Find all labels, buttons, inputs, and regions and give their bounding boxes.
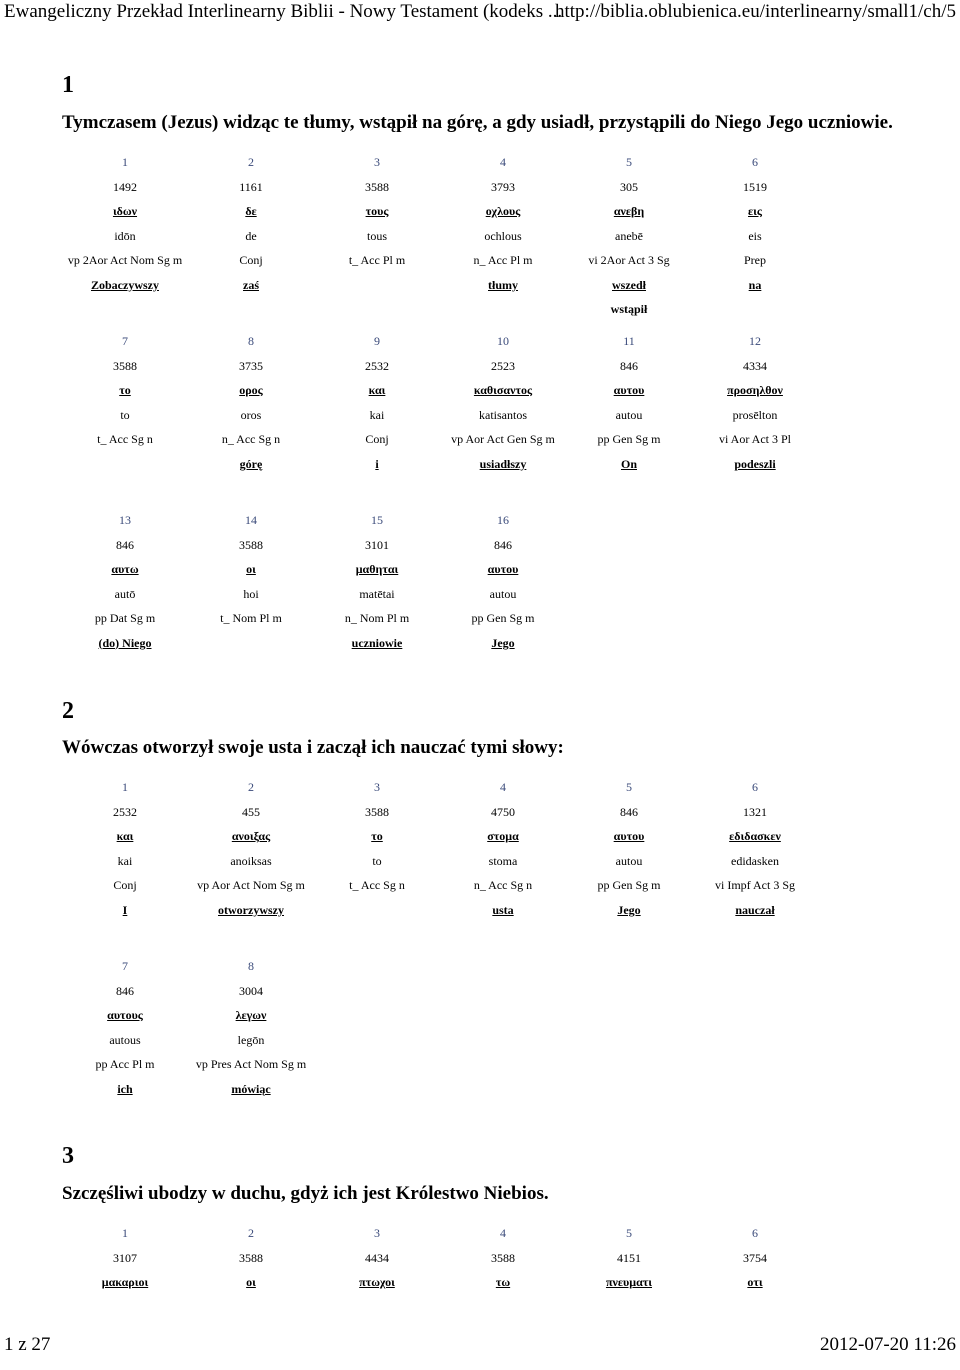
greek-word-link[interactable]: εδιδασκεν (692, 826, 818, 851)
polish-word-link (314, 900, 440, 925)
verse-text: Wówczas otworzył swoje usta i zaczął ich nauczać tymi słowy: (62, 737, 564, 759)
transliteration: prosēlton (692, 405, 818, 430)
strong-number: 846 (440, 535, 566, 560)
morphology: pp Acc Pl m (62, 1054, 188, 1079)
greek-word-link[interactable]: αυτους (62, 1005, 188, 1030)
greek-word-link[interactable]: ανοιξας (188, 826, 314, 851)
word-number: 1 (62, 777, 188, 802)
polish-alt-word: wstąpił (566, 299, 692, 324)
morphology: pp Gen Sg m (440, 608, 566, 633)
transliteration: oros (188, 405, 314, 430)
polish-word-link[interactable]: podeszli (692, 454, 818, 479)
word-number: 14 (188, 510, 314, 535)
word-number: 5 (566, 1223, 692, 1248)
morphology: Prep (692, 250, 818, 275)
transliteration (692, 1297, 818, 1322)
transliteration: anoiksas (188, 851, 314, 876)
interlinear-block (62, 777, 818, 924)
strong-number: 3793 (440, 177, 566, 202)
morphology: n_ Acc Sg n (440, 875, 566, 900)
greek-word-link[interactable]: και (62, 826, 188, 851)
greek-word-link[interactable]: ορος (188, 380, 314, 405)
greek-word-link[interactable]: μαθηται (314, 559, 440, 584)
transliteration: eis (692, 226, 818, 251)
word-number: 5 (566, 152, 692, 177)
print-datetime: 2012-07-20 11:26 (820, 1333, 956, 1357)
strong-number: 3588 (440, 1248, 566, 1273)
strong-number: 2532 (62, 802, 188, 827)
word-number: 7 (62, 331, 188, 356)
transliteration (566, 1297, 692, 1322)
polish-alt-word (692, 299, 818, 324)
word-number: 9 (314, 331, 440, 356)
transliteration: stoma (440, 851, 566, 876)
word-number: 6 (692, 777, 818, 802)
interlinear-block (62, 956, 818, 1103)
polish-word-link[interactable]: tłumy (440, 275, 566, 300)
greek-word-link[interactable]: μακαριοι (62, 1272, 188, 1297)
greek-word-link[interactable]: το (62, 380, 188, 405)
transliteration (440, 1297, 566, 1322)
greek-word-link[interactable]: δε (188, 201, 314, 226)
greek-word-link[interactable]: καθισαντος (440, 380, 566, 405)
strong-number: 455 (188, 802, 314, 827)
morphology: vi Aor Act 3 Pl (692, 429, 818, 454)
transliteration (62, 1297, 188, 1322)
page-header (0, 0, 960, 24)
word-number: 3 (314, 1223, 440, 1248)
transliteration: autous (62, 1030, 188, 1055)
strong-number: 3588 (314, 177, 440, 202)
greek-word-link[interactable]: προσηλθον (692, 380, 818, 405)
greek-word-link[interactable]: πνευματι (566, 1272, 692, 1297)
word-number: 6 (692, 1223, 818, 1248)
transliteration: to (62, 405, 188, 430)
morphology: n_ Acc Sg n (188, 429, 314, 454)
greek-word-link[interactable]: εις (692, 201, 818, 226)
transliteration: anebē (566, 226, 692, 251)
greek-word-link[interactable]: το (314, 826, 440, 851)
greek-word-link[interactable]: ανεβη (566, 201, 692, 226)
polish-word-link[interactable]: uczniowie (314, 633, 440, 658)
greek-word-link[interactable]: λεγων (188, 1005, 314, 1030)
transliteration: autou (440, 584, 566, 609)
word-number: 2 (188, 1223, 314, 1248)
polish-word-link[interactable]: Jego (566, 900, 692, 925)
transliteration: autou (566, 405, 692, 430)
polish-word-link[interactable]: (do) Niego (62, 633, 188, 658)
word-number: 7 (62, 956, 188, 981)
transliteration: tous (314, 226, 440, 251)
morphology: Conj (314, 429, 440, 454)
morphology: n_ Acc Pl m (440, 250, 566, 275)
polish-alt-word (314, 299, 440, 324)
strong-number: 1321 (692, 802, 818, 827)
word-number: 1 (62, 152, 188, 177)
transliteration: edidasken (692, 851, 818, 876)
page-url[interactable]: http://biblia.oblubienica.eu/interlinearny/small1/ch/5 (555, 0, 956, 24)
word-number: 5 (566, 777, 692, 802)
polish-word-link[interactable]: Jego (440, 633, 566, 658)
greek-word-link[interactable]: οχλους (440, 201, 566, 226)
strong-number: 305 (566, 177, 692, 202)
word-number: 15 (314, 510, 440, 535)
strong-number: 846 (566, 802, 692, 827)
greek-word-link[interactable]: αυτω (62, 559, 188, 584)
page-footer (0, 1333, 960, 1357)
polish-word-link[interactable]: mówiąc (188, 1079, 314, 1104)
greek-word-link[interactable]: αυτου (440, 559, 566, 584)
word-number: 11 (566, 331, 692, 356)
strong-number: 2523 (440, 356, 566, 381)
verse-number: 3 (62, 1143, 74, 1170)
transliteration: matētai (314, 584, 440, 609)
greek-word-link[interactable]: ιδων (62, 201, 188, 226)
polish-word-link[interactable]: Zobaczywszy (62, 275, 188, 300)
morphology: t_ Acc Sg n (62, 429, 188, 454)
word-number: 4 (440, 1223, 566, 1248)
polish-alt-word (62, 299, 188, 324)
greek-word-link[interactable]: αυτου (566, 826, 692, 851)
polish-word-link (188, 633, 314, 658)
word-number: 8 (188, 331, 314, 356)
morphology: Conj (62, 875, 188, 900)
transliteration: de (188, 226, 314, 251)
transliteration: ochlous (440, 226, 566, 251)
strong-number: 3735 (188, 356, 314, 381)
polish-word-link[interactable]: I (62, 900, 188, 925)
morphology: vp 2Aor Act Nom Sg m (62, 250, 188, 275)
polish-word-link[interactable]: usiadłszy (440, 454, 566, 479)
greek-word-link[interactable]: αυτου (566, 380, 692, 405)
polish-alt-word (188, 299, 314, 324)
polish-word-link[interactable]: nauczał (692, 900, 818, 925)
morphology: pp Gen Sg m (566, 875, 692, 900)
greek-word-link[interactable]: τω (440, 1272, 566, 1297)
transliteration: to (314, 851, 440, 876)
interlinear-block (62, 510, 818, 657)
word-number: 4 (440, 777, 566, 802)
strong-number: 4434 (314, 1248, 440, 1273)
strong-number: 1161 (188, 177, 314, 202)
morphology: t_ Acc Sg n (314, 875, 440, 900)
polish-word-link[interactable]: wszedł (566, 275, 692, 300)
polish-word-link[interactable]: usta (440, 900, 566, 925)
word-number: 2 (188, 777, 314, 802)
morphology: n_ Nom Pl m (314, 608, 440, 633)
strong-number: 1492 (62, 177, 188, 202)
word-number: 2 (188, 152, 314, 177)
morphology: vi 2Aor Act 3 Sg (566, 250, 692, 275)
interlinear-block (62, 152, 818, 324)
word-number: 10 (440, 331, 566, 356)
word-number: 16 (440, 510, 566, 535)
strong-number: 1519 (692, 177, 818, 202)
transliteration: autou (566, 851, 692, 876)
morphology: vp Aor Act Nom Sg m (188, 875, 314, 900)
polish-word-link[interactable]: górę (188, 454, 314, 479)
transliteration: hoi (188, 584, 314, 609)
transliteration (188, 1297, 314, 1322)
strong-number: 3004 (188, 981, 314, 1006)
word-number: 4 (440, 152, 566, 177)
polish-word-link (314, 275, 440, 300)
polish-word-link[interactable]: otworzywszy (188, 900, 314, 925)
strong-number: 3588 (188, 535, 314, 560)
greek-word-link[interactable]: οι (188, 1272, 314, 1297)
verse-text: Szczęśliwi ubodzy w duchu, gdyż ich jest Królestwo Niebios. (62, 1183, 549, 1205)
greek-word-link[interactable]: τους (314, 201, 440, 226)
polish-word-link[interactable]: na (692, 275, 818, 300)
greek-word-link[interactable]: πτωχοι (314, 1272, 440, 1297)
morphology: vp Pres Act Nom Sg m (188, 1054, 314, 1079)
greek-word-link[interactable]: και (314, 380, 440, 405)
polish-word-link (62, 454, 188, 479)
morphology: t_ Acc Pl m (314, 250, 440, 275)
strong-number: 4750 (440, 802, 566, 827)
strong-number: 3588 (314, 802, 440, 827)
strong-number: 4334 (692, 356, 818, 381)
transliteration: katisantos (440, 405, 566, 430)
transliteration: legōn (188, 1030, 314, 1055)
morphology: vi Impf Act 3 Sg (692, 875, 818, 900)
morphology: pp Gen Sg m (566, 429, 692, 454)
polish-word-link[interactable]: zaś (188, 275, 314, 300)
word-number: 6 (692, 152, 818, 177)
word-number: 8 (188, 956, 314, 981)
polish-alt-word (440, 299, 566, 324)
morphology: t_ Nom Pl m (188, 608, 314, 633)
transliteration: kai (62, 851, 188, 876)
transliteration (314, 1297, 440, 1322)
word-number: 3 (314, 152, 440, 177)
strong-number: 3101 (314, 535, 440, 560)
greek-word-link[interactable]: οτι (692, 1272, 818, 1297)
transliteration: kai (314, 405, 440, 430)
strong-number: 3588 (188, 1248, 314, 1273)
interlinear-block (62, 331, 818, 478)
word-number: 1 (62, 1223, 188, 1248)
morphology: Conj (188, 250, 314, 275)
strong-number: 846 (62, 535, 188, 560)
morphology: vp Aor Act Gen Sg m (440, 429, 566, 454)
polish-word-link[interactable]: i (314, 454, 440, 479)
word-number: 3 (314, 777, 440, 802)
verse-number: 1 (62, 72, 74, 99)
strong-number: 846 (566, 356, 692, 381)
transliteration: autō (62, 584, 188, 609)
word-number: 13 (62, 510, 188, 535)
greek-word-link[interactable]: οι (188, 559, 314, 584)
polish-word-link[interactable]: On (566, 454, 692, 479)
strong-number: 3588 (62, 356, 188, 381)
page-counter: 1 z 27 (4, 1333, 50, 1357)
morphology: pp Dat Sg m (62, 608, 188, 633)
strong-number: 3754 (692, 1248, 818, 1273)
polish-word-link[interactable]: ich (62, 1079, 188, 1104)
strong-number: 3107 (62, 1248, 188, 1273)
verse-text: Tymczasem (Jezus) widząc te tłumy, wstąpił na górę, a gdy usiadł, przystąpili do Niego Jego uczniowie. (62, 112, 893, 134)
greek-word-link[interactable]: στομα (440, 826, 566, 851)
transliteration: idōn (62, 226, 188, 251)
strong-number: 846 (62, 981, 188, 1006)
word-number: 12 (692, 331, 818, 356)
strong-number: 2532 (314, 356, 440, 381)
verse-number: 2 (62, 698, 74, 725)
page-title: Ewangeliczny Przekład Interlinearny Biblii - Nowy Testament (kodeks ... (4, 0, 562, 24)
strong-number: 4151 (566, 1248, 692, 1273)
